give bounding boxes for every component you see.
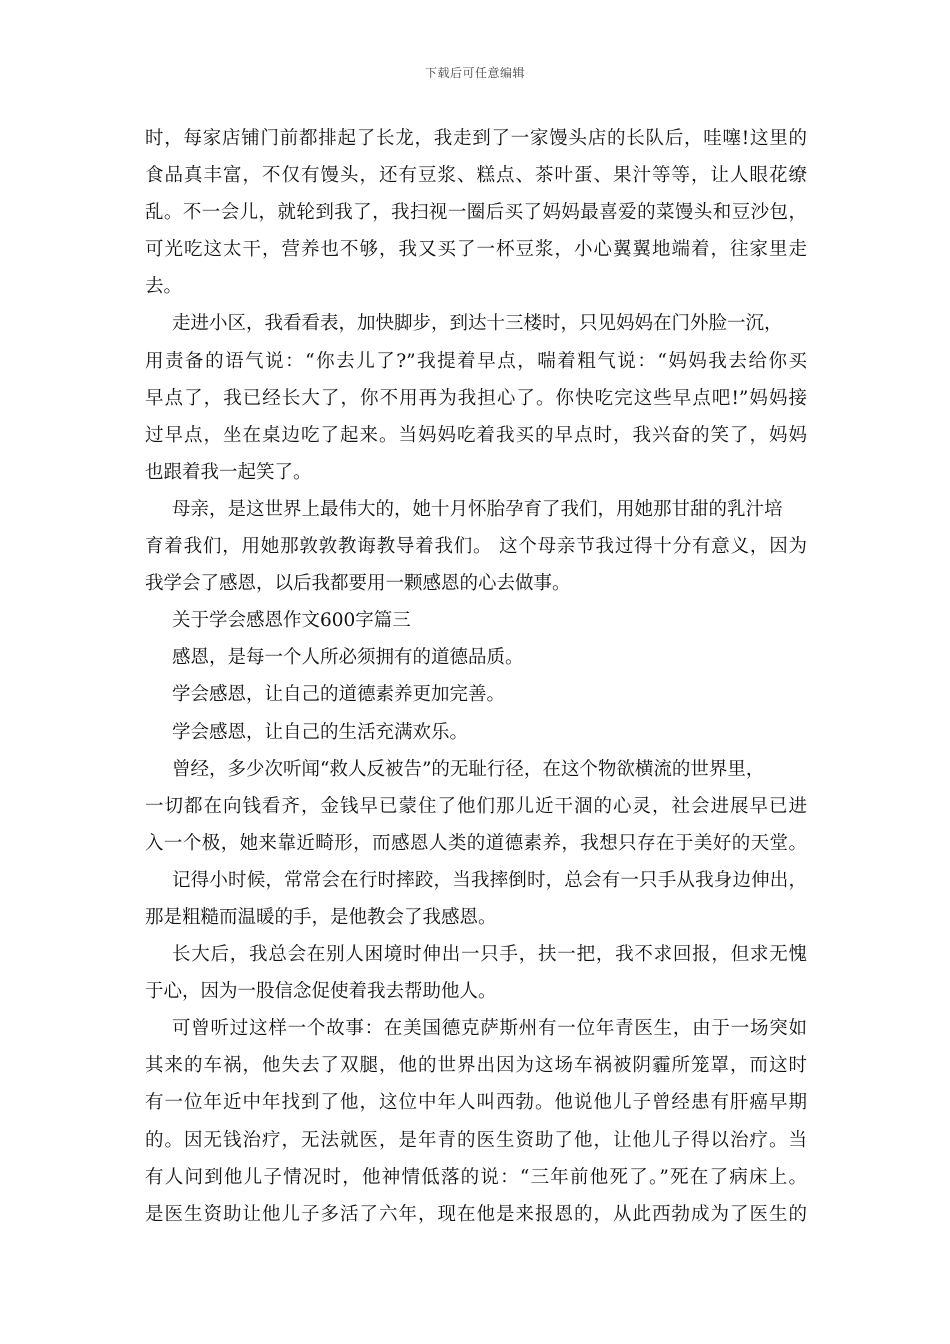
document-body [145, 120, 807, 1233]
text-line: 记得小时候，常常会在行时摔跤，当我摔倒时，总会有一只手从我身边伸出， [172, 869, 807, 891]
text-line: 早点了，我已经长大了，你不用再为我担心了。你快吃完这些早点吧!”妈妈接 [145, 387, 807, 409]
text-line: 其来的车祸，他失去了双腿，他的世界出因为这场车祸被阴霾所笼罩，而这时 [145, 1055, 807, 1077]
text-line: 长大后，我总会在别人困境时伸出一只手，扶一把，我不求回报，但求无愧 [172, 944, 807, 966]
text-line: 去。 [145, 276, 183, 298]
text-line: 过早点，坐在桌边吃了起来。当妈妈吃着我买的早点时，我兴奋的笑了，妈妈 [145, 424, 807, 446]
page-header: 下载后可任意编辑 [424, 66, 525, 80]
text-line: 那是粗糙而温暖的手，是他教会了我感恩。 [145, 906, 497, 928]
text-line: 于心，因为一股信念促使着我去帮助他人。 [145, 981, 497, 1003]
text-line: 关于学会感恩作文600字篇三 [172, 610, 411, 632]
text-line: 有人问到他儿子情况时，他神情低落的说：“三年前他死了。”死在了病床上。 [145, 1166, 807, 1188]
text-line: 的。因无钱治疗，无法就医，是年青的医生资助了他，让他儿子得以治疗。当 [145, 1129, 807, 1151]
text-line: 学会感恩，让自己的生活充满欢乐。 [172, 721, 469, 743]
text-line: 有一位年近中年找到了他，这位中年人叫西勃。他说他儿子曾经患有肝癌早期 [145, 1092, 807, 1114]
text-line: 感恩，是每一个人所必须拥有的道德品质。 [172, 647, 524, 669]
text-line: 也跟着我一起笑了。 [145, 461, 312, 483]
text-line: 我学会了感恩，以后我都要用一颗感恩的心去做事。 [145, 573, 571, 595]
text-line: 一切都在向钱看齐，金钱早已蒙住了他们那儿近干涸的心灵，社会进展早已进 [145, 795, 807, 817]
text-line: 用责备的语气说：“你去儿了?”我提着早点，喘着粗气说：“妈妈我去给你买 [145, 350, 807, 372]
text-line: 可曾听过这样一个故事：在美国德克萨斯州有一位年青医生，由于一场突如 [172, 1018, 807, 1040]
text-line: 是医生资助让他儿子多活了六年，现在他是来报恩的，从此西勃成为了医生的 [145, 1203, 807, 1225]
text-line: 时，每家店铺门前都排起了长龙，我走到了一家馒头店的长队后，哇噻!这里的 [145, 128, 807, 149]
text-line: 食品真丰富，不仅有馒头，还有豆浆、糕点、茶叶蛋、果汁等等，让人眼花缭 [145, 165, 807, 187]
text-line: 可光吃这太干，营养也不够，我又买了一杯豆浆，小心翼翼地端着，往家里走 [145, 239, 807, 261]
text-line: 曾经，多少次听闻“救人反被告”的无耻行径，在这个物欲横流的世界里， [172, 758, 765, 780]
text-line: 乱。不一会儿，就轮到我了，我扫视一圈后买了妈妈最喜爱的菜馒头和豆沙包， [145, 202, 807, 224]
text-line: 走进小区，我看看表，加快脚步，到达十三楼时，只见妈妈在门外脸一沉， [172, 313, 783, 335]
text-line: 母亲，是这世界上最伟大的，她十月怀胎孕育了我们，用她那甘甜的乳汁培 [172, 498, 783, 520]
text-line: 入一个极，她来靠近畸形，而感恩人类的道德素养，我想只存在于美好的天堂。 [145, 832, 807, 854]
text-line: 学会感恩，让自己的道德素养更加完善。 [172, 684, 506, 706]
text-line: 育着我们，用她那敦敦教诲教导着我们。 这个母亲节我过得十分有意义，因为 [145, 536, 807, 558]
